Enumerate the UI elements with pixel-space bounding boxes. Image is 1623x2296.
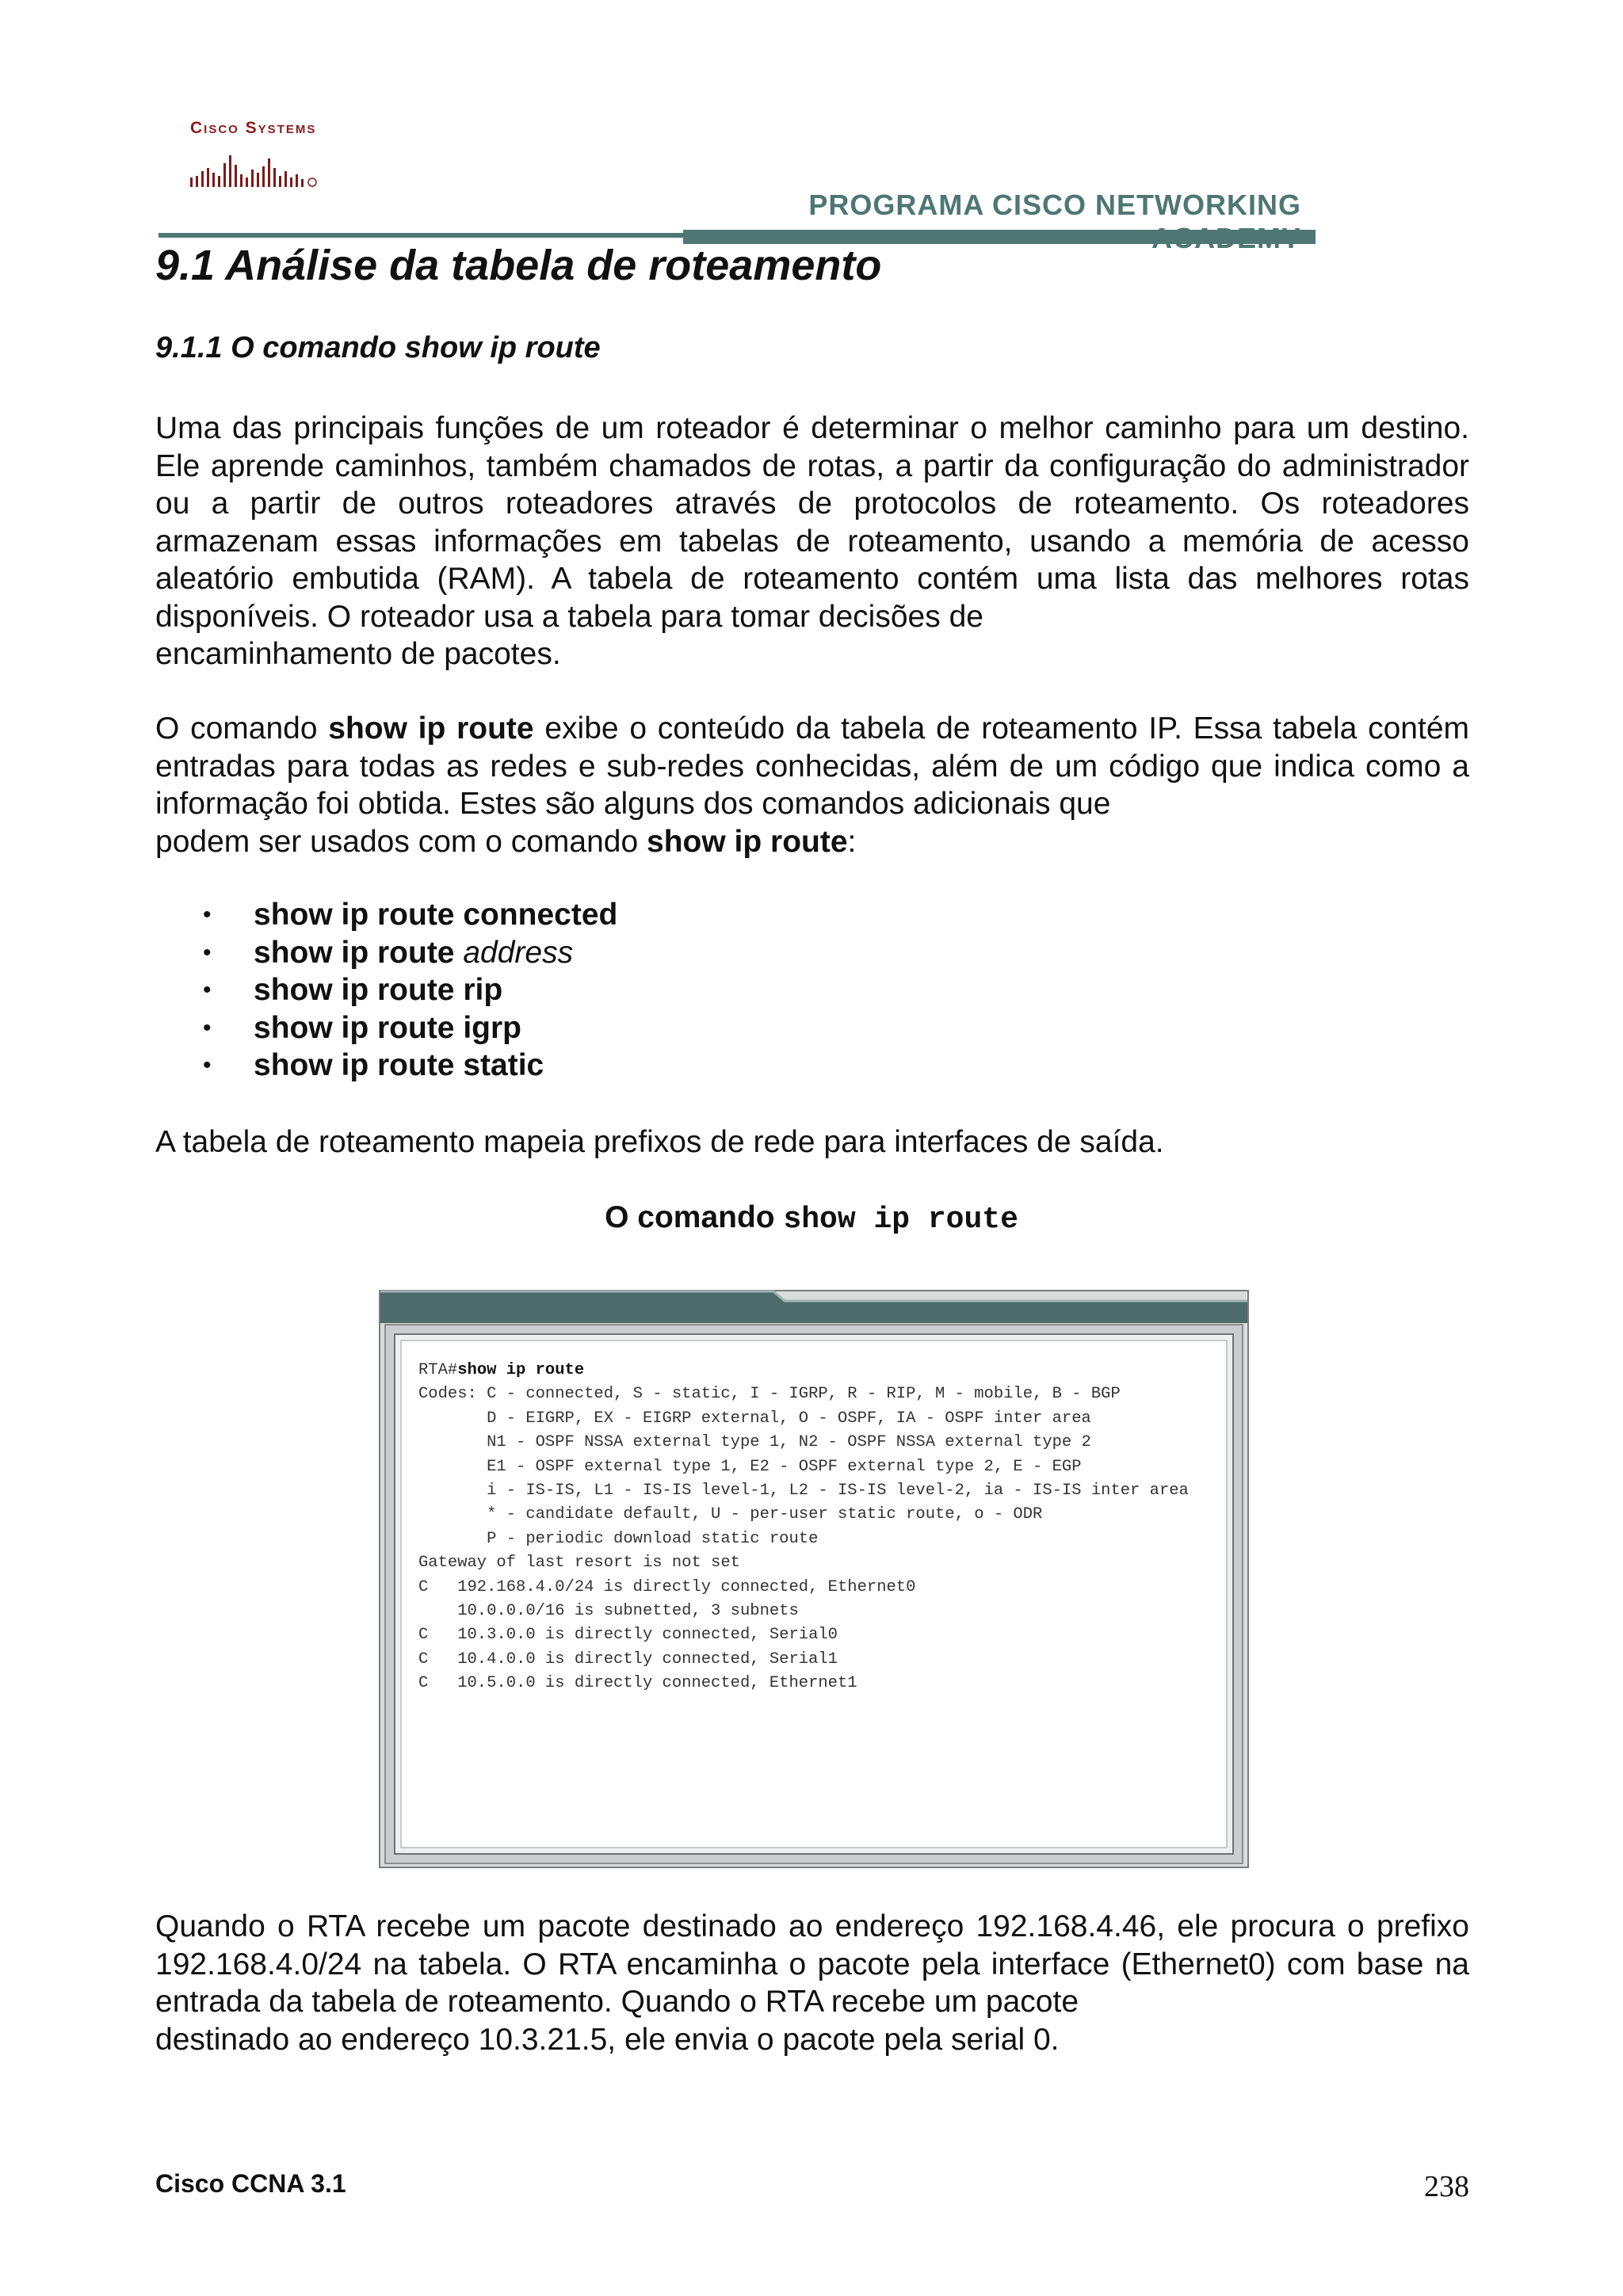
list-item: • show ip route static [198, 1047, 617, 1085]
command-inline: show ip route [647, 824, 848, 859]
paragraph-table-mapping: A tabela de roteamento mapeia prefixos de rede para interfaces de saída. [155, 1125, 1164, 1159]
cisco-logo-text: Cisco Systems [190, 119, 317, 137]
terminal-output: RTA#show ip route Codes: C - connected, S - static, I - IGRP, R - RIP, M - mobile, B - BGP D - EIGRP, EX - EIGRP external, O - OSPF, IA - OSPF inter area N1 - OSPF NSSA external type 1, N2 - OSPF NSSA external type 2 E1 - OSPF external type 1, E2 - OSPF external type 2, E - EGP i - IS-IS, L1 - IS-IS level-1, L2 - IS-IS level-2, ia - IS-IS inter area * - candidate default, U - per-user static route, o - ODR P - periodic download static route Gateway of last resort is not set C 192.168.4.0/24 is directly connected, Ethernet0 10.0.0.0/16 is subnetted, 3 subnets C 10.3.0.0 is directly connected, Serial0 C 10.4.0.0 is directly connected, Serial1 C 10.5.0.0 is directly connected, Ethernet1 [418, 1361, 1189, 1693]
terminal-command: show ip route [457, 1361, 585, 1379]
page-number: 238 [1424, 2170, 1469, 2203]
paragraph-rta-example: Quando o RTA recebe um pacote destinado ao endereço 192.168.4.46, ele procura o prefixo 192.168.4.0/24 na tabela. O RTA encaminha o pacote pela interface (Ethernet0) com base na entrada da tabela de roteamento. Quando o RTA recebe um pacote destinado ao endereço 10.3.21.5, ele envia o pacote pela serial 0. [155, 1909, 1469, 2057]
command-inline: show ip route [328, 711, 534, 746]
figure-caption: O comando show ip route [605, 1200, 1018, 1237]
list-item: • show ip route rip [198, 971, 617, 1009]
academy-banner-text: PROGRAMA CISCO NETWORKING [808, 189, 1301, 221]
page-title: 9.1 Análise da tabela de roteamento [155, 242, 882, 289]
paragraph-intro: Uma das principais funções de um roteador é determinar o melhor caminho para um destino. Ele aprende caminhos, também chamados de rotas, a partir da configuração do administrador ou a partir de outros roteadores através de protocolos de roteamento. Os roteadores armazenam essas informações em tabelas de roteamento, usando a memória de acesso aleatório embutida (RAM). A tabela de roteamento contém uma lista das melhores rotas disponíveis. O roteador usa a tabela para tomar decisões de encaminhamento de pacotes. [155, 411, 1469, 671]
list-item: • show ip route igrp [198, 1009, 617, 1047]
command-list [198, 896, 617, 1085]
footer-course-name: Cisco CCNA 3.1 [155, 2169, 346, 2198]
list-item: • show ip route address [198, 934, 617, 972]
list-item: • show ip route connected [198, 896, 617, 934]
section-subtitle: 9.1.1 O comando show ip route [155, 331, 601, 364]
paragraph-show-ip-route: O comando show ip route exibe o conteúdo da tabela de roteamento IP. Essa tabela contém entradas para todas as redes e sub-redes conhecidas, além de um código que indica como a informação foi obtida. Estes são alguns dos comandos adicionais que podem ser usados com o comando show ip route: [155, 711, 1470, 859]
cisco-logo-icon [189, 141, 323, 187]
